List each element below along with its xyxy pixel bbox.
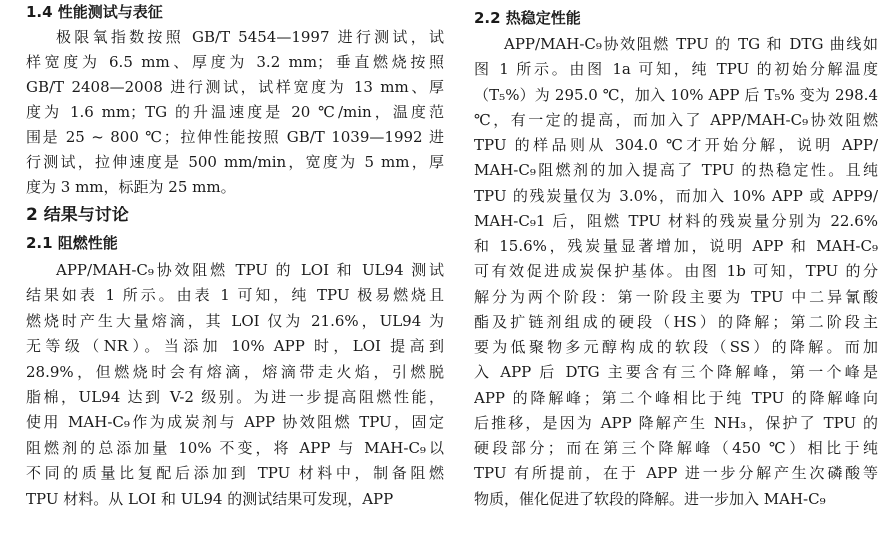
paragraph-line: 入 APP 后 DTG 主要含有三个降解峰，第一个峰是 xyxy=(474,363,878,382)
section-heading-2-2: 2.2 热稳定性能 xyxy=(474,9,581,27)
paragraph-line: 后推移，是因为 APP 降解产生 NH₃，保护了 TPU 的 xyxy=(474,413,878,432)
paragraph-line: 28.9%，但燃烧时会有熔滴，熔滴带走火焰，引燃脱 xyxy=(26,362,444,381)
paragraph-line: TPU 的残炭量仅为 3.0%，而加入 10% APP 或 APP9/ xyxy=(474,186,878,205)
paragraph-line: 阻燃剂的总添加量 10% 不变，将 APP 与 MAH-C₉以 xyxy=(26,438,444,457)
paragraph-line: 和 15.6%，残炭量显著增加，说明 APP 和 MAH-C₉ xyxy=(474,237,878,255)
paragraph-line: 物质，催化促进了软段的降解。进一步加入 MAH-C₉ xyxy=(474,489,826,508)
paragraph-line: TPU 有所提前，在于 APP 进一步分解产生次磷酸等 xyxy=(474,464,878,483)
paragraph-line: 不同的质量比复配后添加到 TPU 材料中，制备阻燃 xyxy=(26,464,444,483)
paragraph-line: 围是 25 ~ 800 ℃；拉伸性能按照 GB/T 1039—1992 进 xyxy=(26,128,444,146)
paragraph-line: 图 1 所示。由图 1a 可知，纯 TPU 的初始分解温度 xyxy=(474,60,878,79)
paragraph-line: 脂棉，UL94 达到 V-2 级别。为进一步提高阻燃性能， xyxy=(26,388,444,406)
paragraph-line: TPU 材料。从 LOI 和 UL94 的测试结果可发现，APP xyxy=(26,489,394,508)
paragraph-line: （T₅%）为 295.0 ℃，加入 10% APP 后 T₅% 变为 298.4 xyxy=(474,85,878,104)
paragraph-line: 硬段部分；而在第三个降解峰（450 ℃）相比于纯 xyxy=(474,439,878,457)
paragraph-line: GB/T 2408—2008 进行测试，试样宽度为 13 mm、厚 xyxy=(26,78,444,96)
paragraph-line: 要为低聚物多元醇构成的软段（SS）的降解。而加 xyxy=(474,338,878,356)
paragraph-line: 极限氧指数按照 GB/T 5454—1997 进行测试，试 xyxy=(56,28,444,46)
paragraph-line: ℃，有一定的提高，而加入了 APP/MAH-C₉协效阻燃 xyxy=(474,110,878,129)
paragraph-line: 样宽度为 6.5 mm、厚度为 3.2 mm；垂直燃烧按照 xyxy=(26,53,444,71)
paragraph-line: 使用 MAH-C₉作为成炭剂与 APP 协效阻燃 TPU，固定 xyxy=(26,413,444,432)
paragraph-line: 燃烧时产生大量熔滴，其 LOI 仅为 21.6%，UL94 为 xyxy=(26,311,444,330)
paragraph-line: MAH-C₉阻燃剂的加入提高了 TPU 的热稳定性。且纯 xyxy=(474,161,878,180)
paragraph-line: MAH-C₉1 后，阻燃 TPU 材料的残炭量分别为 22.6% xyxy=(474,211,878,230)
section-heading-2-1: 2.1 阻燃性能 xyxy=(26,234,118,252)
paragraph-line: 酯及扩链剂组成的硬段（HS）的降解；第二阶段主 xyxy=(474,312,878,331)
paragraph-line: 可有效促进成炭保护基体。由图 1b 可知，TPU 的分 xyxy=(474,262,878,281)
paragraph-line: APP/MAH-C₉协效阻燃 TPU 的 LOI 和 UL94 测试 xyxy=(56,261,444,279)
paragraph-line: 度为 3 mm，标距为 25 mm。 xyxy=(26,178,236,196)
paragraph-line: 解分为两个阶段：第一阶段主要为 TPU 中二异氰酸 xyxy=(474,287,878,306)
paragraph-line: TPU 的样品则从 304.0 ℃才开始分解，说明 APP/ xyxy=(474,136,878,154)
paragraph-line: APP 的降解峰；第二个峰相比于纯 TPU 的降解峰向 xyxy=(474,388,878,407)
paragraph-line: 无等级（NR）。当添加 10% APP 时，LOI 提高到 xyxy=(26,337,444,356)
paragraph-line: 行测试，拉伸速度是 500 mm/min，宽度为 5 mm，厚 xyxy=(26,153,444,171)
section-heading-1-4: 1.4 性能测试与表征 xyxy=(26,3,163,21)
paragraph-line: 度为 1.6 mm；TG 的升温速度是 20 ℃/min，温度范 xyxy=(26,103,444,121)
section-heading-2: 2 结果与讨论 xyxy=(26,206,129,225)
paragraph-line: 结果如表 1 所示。由表 1 可知，纯 TPU 极易燃烧且 xyxy=(26,286,444,305)
paragraph-line: APP/MAH-C₉协效阻燃 TPU 的 TG 和 DTG 曲线如 xyxy=(504,35,878,53)
